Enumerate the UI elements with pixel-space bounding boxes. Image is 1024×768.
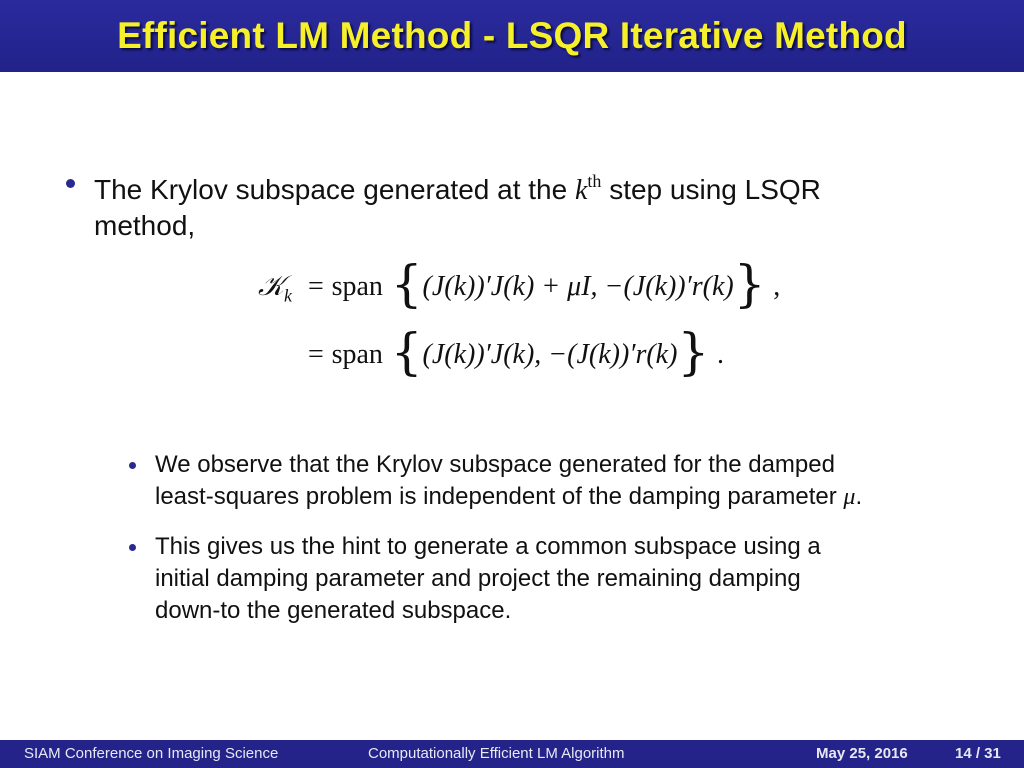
krylov-symbol: 𝒦$_k$: [258, 271, 293, 306]
mu-symbol: μ: [843, 484, 856, 510]
equation-terms-2: (J(k))′J(k), −(J(k))′r(k): [422, 339, 678, 370]
sub-bullet-2-line3: down-to the generated subspace.: [155, 597, 512, 624]
sub-bullet-1-line2: least-squares problem is independent of the damping parameter: [155, 483, 844, 510]
equation-rhs-1: = span {(J(k))′J(k) + μI, −(J(k))′r(k)} ,: [308, 255, 781, 313]
bullet1-line2: method,: [94, 210, 196, 241]
sub-bullet-1-line1: We observe that the Krylov subspace generated for the damped: [155, 451, 835, 478]
slide-header: [0, 0, 1024, 72]
bullet1-th: th: [587, 171, 602, 191]
equation-rhs-2: = span {(J(k))′J(k), −(J(k))′r(k)} .: [308, 323, 725, 381]
footer-talk-title: Computationally Efficient LM Algorithm: [368, 745, 625, 762]
sub-bullet-1: We observe that the Krylov subspace generated for the damped least-squares problem is independent of the damping parameter μ.: [127, 449, 977, 513]
footer-conference: SIAM Conference on Imaging Science: [24, 745, 279, 762]
slide-content: [0, 72, 1024, 740]
footer-date: May 25, 2016: [816, 745, 908, 762]
sub-bullet-2-line1: This gives us the hint to generate a common subspace using a: [155, 533, 821, 560]
sub-bullet-dot-icon: [129, 544, 136, 551]
bullet1-k: k: [574, 175, 588, 206]
sub-bullet-2: [127, 531, 977, 627]
equation-terms-1: (J(k))′J(k) + μI, −(J(k))′r(k): [422, 271, 734, 302]
bullet-dot-icon: [66, 179, 75, 188]
main-bullet: [62, 164, 962, 243]
sub-bullet-2-line2: initial damping parameter and project the remaining damping: [155, 565, 801, 592]
footer-page-number: 14 / 31: [955, 745, 1001, 762]
sub-bullet-dot-icon: [129, 462, 136, 469]
bullet1-text-before: The Krylov subspace generated at the: [94, 174, 575, 205]
slide-footer: [0, 740, 1024, 768]
slide-title: Efficient LM Method - LSQR Iterative Method: [117, 15, 907, 56]
bullet1-text-after: step using LSQR: [601, 174, 821, 205]
